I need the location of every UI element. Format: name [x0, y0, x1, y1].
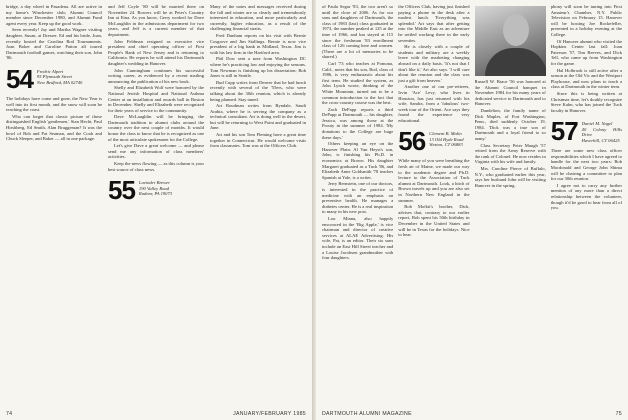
class-secretary-address	[582, 119, 622, 143]
paragraph: Many of the notes and messages received during the fall and winter are so clearly and tremendously interested in education, and more particularly and currently, higher education, as a result of the challenging financial straits.	[210, 4, 306, 32]
paragraph: Keep the news flowing — as this column is your best source of class news.	[108, 161, 204, 172]
paragraph: The holidays have come and gone, the New Year is well into its first month, and the snow will soon be reaching the coast.	[6, 95, 102, 113]
issue-date: DARTMOUTH ALUMNI MAGAZINE	[322, 411, 412, 417]
address-line: Haverhill, CT 06425	[581, 137, 620, 143]
paragraph: phony will soon be tuning into First Amateur's Chamber, N.Y. Public Television on February 15. Hanover will be hosting Joe Rockefeller, presented in a holiday evening at the College.	[550, 4, 622, 37]
portrait-photo	[475, 6, 546, 76]
paragraph: of Paula Segar '83, the two aren't so until the close of 2006. As for our sons and daughters of Dartmouth, the class of 1983 (last) class graduated in 1973, the number peaked at 125 at the time of 1966, and has stayed at 115 since the freshman '83 enrollment class of 126 coming here and women. (There are a lot of memories to be shared.)	[322, 4, 394, 60]
paragraph: Russell W. Brace '56 was honored at the Alumni Council banquet in November 1984 for his many years of dedicated service to Dartmouth and to Hanover.	[474, 79, 546, 107]
paragraph: Lou Mianu, also happily ensconced in the 'Big Apple,' is vice chairman and director of creative services at ALAE Advertising. His wife, Pat, is an editor. Their six sons include an East Hill Street teacher and a Louise Jacobsen grandmother with four daughters.	[322, 215, 394, 261]
class-year-number: 55	[108, 175, 135, 206]
left-column-3	[210, 4, 306, 402]
class-year-number: 57	[550, 116, 578, 147]
paragraph: He is closely with a couple of students and military are a weekly leave with the marketing changing abroad on a daily basis. 'It's not that I don't like it,' Art also says. 'I will care about the reunion and the class was just a gift from heaven.'	[398, 44, 470, 83]
paragraph: Who can forget that classic picture of those distinguished English 'gentlemen,' Stan Hecht, Paul Hirshberg, Ed Smith, Alan Bruggeman? It was the bowl of Bob and Pat Seaman, and the Cook and Chuck Sleeper, and Baker — all in one package.	[6, 113, 102, 142]
photo-face	[503, 14, 529, 46]
paragraph: Fred Dunham reports on his visit with Bernie Cosgrove and Jim Stallings. Bernie is now vice president of a big bank in Midland, Texas. Jim is with his law firm in the Hartford area.	[210, 32, 306, 55]
paragraph: and Jeff Coyle '80 will be married there on November 24. Bowers will be at Peter's Country Inn at Etna. As you know, Gerry worked for Dave McLaughlin in the admissions department for two years, and Jeff is a current member of that department.	[108, 4, 204, 37]
right-column-4	[551, 4, 622, 402]
paragraph: Class Secretary Peter Maugh '57 retired from the Army Reserve with the rank of Colonel. He now resides in Virginia with his wife and family.	[474, 142, 546, 165]
class-secretary-address	[429, 129, 463, 147]
secretary-name: Lavinder Brewer	[138, 180, 171, 186]
paragraph: Bud Cupp writes from Denver that he had lunch recently with several of the '55ers, who were talking about the 30th reunion, which is already being planned. Stay tuned.	[210, 79, 306, 102]
address-line: 13 Old Hyde Road	[429, 136, 464, 142]
secretary-name: Fredric Alpert	[36, 68, 64, 74]
paragraph: John Feldman resigned as executive vice president and chief operating officer of First People's Bank of New Jersey and is returning to California. He reports he will attend his Dartmouth daughter's wedding in Hanover.	[108, 38, 204, 66]
left-page	[0, 0, 313, 420]
paragraph: Shelly and Elizabeth Wolf were honored by the National Jewish Hospital and National Asthma Center at an installation and awards ball in Boston in December. Shelly and Elizabeth were recognized for their years of service to the community.	[108, 85, 204, 113]
page-number: 75	[615, 411, 622, 417]
paragraph: Dave McLaughlin will be bringing the Dartmouth tradition to alumni clubs around the country over the next couple of months. It would honor the class to know that he is recognized as one of the most articulate spokesmen for the College.	[108, 114, 204, 142]
paragraph: Art Roudman writes from Ryndale, Saudi Arabia, where he is serving the company as a technical consultant. Art is doing well in the desert, but will be returning to West Point and graduated in June.	[210, 103, 306, 131]
page-footer	[322, 411, 622, 417]
paragraph: Others keeping an eye on the Hanover Plain: Al Van Heyst's son, John, is finishing his Ph.D. in economics at Brown. His daughter Margaret graduated as a Tuck '86, and Elizabeth Anne Goldsmith '78 teaches Spanish at Yale, is a writer.	[322, 141, 394, 180]
paragraph: Mrs. Caroline Pierce of Buffalo, N.Y., who graduated earlier this year, says her husband John will be visiting Hanover in the spring.	[474, 165, 546, 188]
paragraph: Bob Moffat's brother, Dick, advises that, contrary to our earlier report, Bob spent his 50th birthday in December in the United States and will be in Texas for the holidays. Nice to hear.	[398, 204, 470, 238]
paragraph: Seen recently! Jay and Martha Wagner visiting daughter, Susan, at Dresser. Ed and his bride, Joan, recently hosted the Carolina Rod Tournaments. Joan Boker and Caroline Patton all toured Dartmouth football games, watching their son, John '86.	[6, 27, 102, 61]
address-line: 40 Colony Hills Drive	[581, 126, 622, 138]
class-year-number: 54	[6, 63, 33, 94]
paragraph: bridge, a day wheel in Pasadena. All are active in my home's Winchester club; Alumni Council member since December 1980, and Alumni Fund agent every year. Keep up the good work.	[6, 4, 102, 26]
class-entry-header	[398, 126, 469, 157]
paragraph: Jerry Bernstein, one of our doctors, is interested in the practice of medicine with an emphasis on preventive health. He manages a diabetes center. He is a real inspiration to many in his new post.	[322, 181, 394, 215]
paragraph: Zach DePapp reports a third DePapp at Dartmouth — his daughter, Jessica, was among those at the Prouty in the summer of 1984. 'My donations to the College are huge these days.'	[322, 106, 394, 140]
right-column-2	[398, 4, 469, 402]
right-column-1	[322, 4, 393, 402]
left-column-2	[108, 4, 204, 402]
paragraph: While many of you were breathing the fresh air of Maine, we made our way to the academic degree and Ph.D. lecture to the Association of Tuck alumni at Dartmouth. Look, a hitch of Brown travels up and you are also set in Northern New England in the summer.	[398, 158, 470, 203]
secretary-name: Daniel M. Nagel	[581, 121, 613, 127]
left-column-1	[6, 4, 102, 402]
class-entry-header	[6, 63, 102, 94]
paragraph: Of Hanover alumni who visited the Hopkins Center last fall: Joan Paterson '57, Tim Reeves, and Dick Tell, who came up from Washington for the game.	[550, 38, 622, 66]
paragraph: Dandelion, the family name of Dick Maples, of Fort Washington, Penn., died suddenly October 19, 1984. 'Dick was a true son of Dartmouth and a loyal friend to so many.'	[474, 107, 546, 141]
paragraph: Hal Holbrook is still active after a season at the Old Vic and the Westport Playhouse, and now plans to teach a class at Dartmouth in the winter term.	[550, 67, 622, 90]
right-column-3	[475, 4, 546, 402]
paragraph: I agree not to carry any further mention of any more than a direct relationship between the volunteer, though it'd be good to hear from all of you.	[550, 182, 622, 211]
secretary-name: Clement B. Malin	[429, 131, 462, 137]
address-line: 95 Plymouth Street	[36, 74, 72, 80]
class-secretary-address	[139, 178, 172, 196]
class-secretary-address	[37, 67, 82, 85]
address-line: Radnor, PA 19073	[138, 191, 173, 197]
paragraph: Let's give Dave a great welcome — and please send me any information of class members' activities.	[108, 143, 204, 160]
address-line: Weston, CT 06883	[429, 142, 463, 148]
class-entry-header	[108, 175, 204, 206]
paragraph: Art and his son Tom Fleming have a great time together in Connecticut. He would welcome visits from classmates. Tom was at the Officers Club.	[210, 132, 306, 149]
page-footer	[6, 411, 306, 417]
address-line: 190 Valley Road	[138, 185, 170, 191]
right-page	[316, 0, 628, 420]
issue-date: JANUARY/FEBRUARY 1985	[233, 411, 306, 417]
class-year-number: 56	[398, 126, 426, 157]
paragraph: Phil Dow sent a note from Washington DC where he's practicing law and enjoying the seasons. Tom Newman is finishing up his dissertation; Bob Jones is still in Seattle.	[210, 56, 306, 79]
class-entry-header	[550, 116, 622, 147]
photo-shoulders	[485, 48, 546, 76]
page-number: 74	[6, 411, 13, 417]
paragraph: There are some new class officer responsibilities which I have agreed to handle for the next two years: Bob Macdonald and George John Shima will be chairing a committee to plan for our 30th reunion.	[550, 148, 622, 182]
paragraph: Carl '73 who teaches at Pomona, Calif., notes that his son, Rod, class of 1986, is very enthusiastic about his first term. He studied the system, as John Lynch wrote, thinking of the White Mountain, turned out to be a common introduction to the fact that the cross-country course was the best.	[322, 60, 394, 106]
paragraph: the Officers Club, having just finished paying a phone in the desk after a modest lunch. 'Everything was splendid.' Art says that after getting into the Middle East as an adventure he settled working there in the early seventies.	[398, 4, 470, 43]
paragraph: Another one of our pre-retirees, Irvin 'Ace' Levy, who lives in Houston, has just returned with his wife, Sandra, from a 'fabulous' two-week tour of the Orient. Ace says they found the experience very educational.	[398, 84, 470, 123]
paragraph: Since this is being written at Christmas time, let's doubly recognize Steve Kahn, who has joined the Tuck faculty in Hanover.	[550, 90, 622, 113]
address-line: New Bedford, MA 02740	[36, 79, 83, 85]
paragraph: John Cunningham continues his successful writing career, as evidenced by a recent mailing announcing the publication of his new book.	[108, 67, 204, 84]
